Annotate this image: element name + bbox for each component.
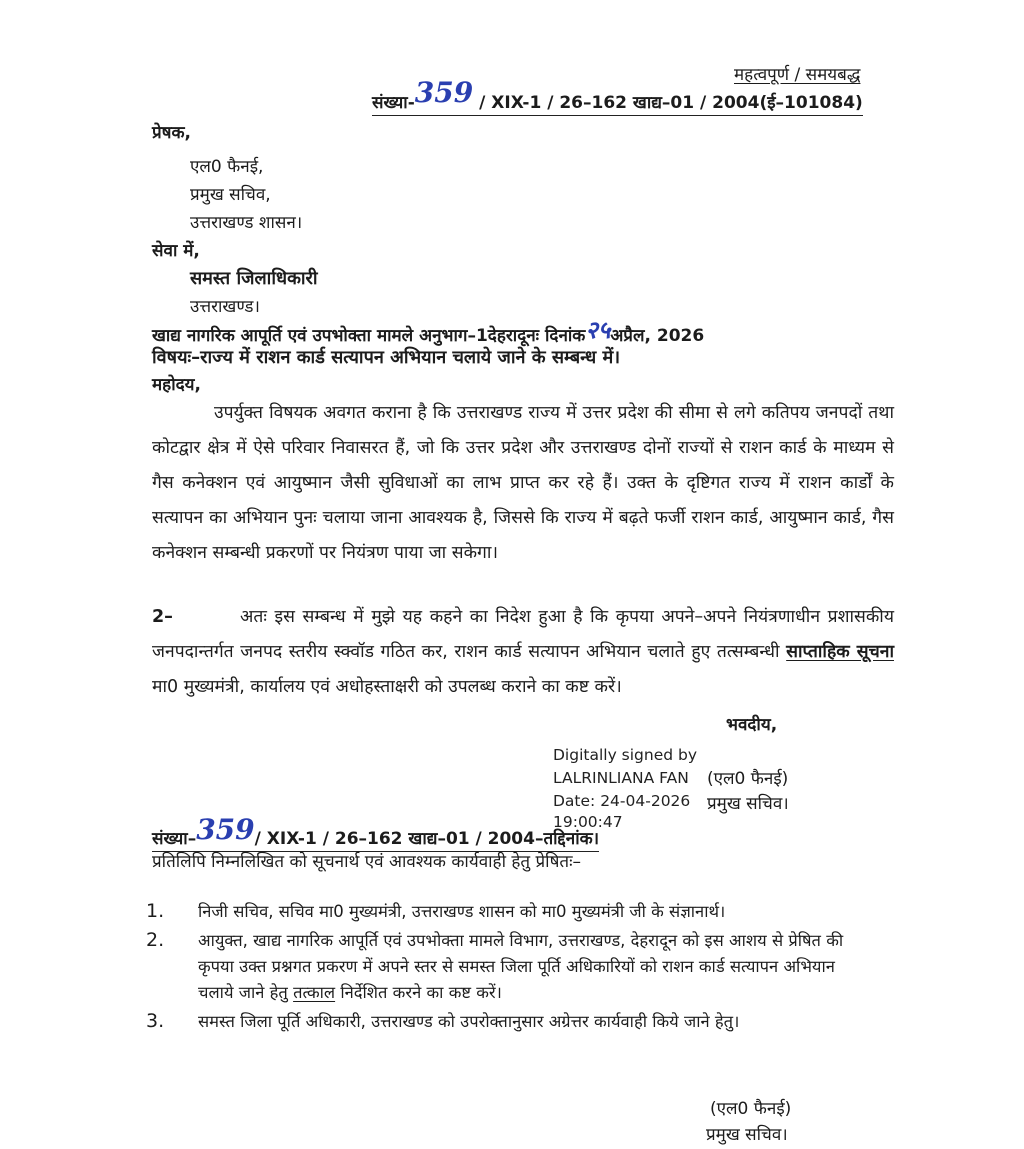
- reference-number: [372, 76, 863, 116]
- digital-signature-line3: Date: 24-04-2026: [553, 792, 691, 810]
- copy-ref-prefix: संख्या–: [152, 829, 197, 849]
- ref-suffix: / XIX-1 / 26–162 खाद्य–01 / 2004(ई–101084): [473, 93, 863, 113]
- copy-list: [146, 898, 872, 1037]
- sender-label: प्रेषक,: [152, 123, 192, 143]
- recipient-place: उत्तराखण्ड।: [190, 297, 260, 317]
- copy-list-item: [146, 898, 872, 925]
- paragraph-2-text-after: मा0 मुख्यमंत्री, कार्यालय एवं अधोहस्ताक्षरी को उपलब्ध कराने का कष्ट करें।: [152, 677, 622, 697]
- paragraph-2-text-before: अतः इस सम्बन्ध में मुझे यह कहने का निदेश हुआ है कि कृपया अपने–अपने नियंत्रणाधीन प्रशासकीय जनपदान्तर्गत जनपद स्तरीय स्क्वॉड गठित कर, राशन कार्ड सत्यापन अभियान चलाते हुए तत्सम्बन्धी: [152, 607, 894, 662]
- list-number: 1.: [146, 900, 165, 922]
- priority-label: महत्वपूर्ण / समयबद्ध: [734, 65, 861, 85]
- recipient-label: सेवा में,: [152, 241, 200, 261]
- department-date-line: [152, 315, 705, 347]
- copy-intro: प्रतिलिपि निम्नलिखित को सूचनार्थ एवं आवश्यक कार्यवाही हेतु प्रेषितः–: [152, 852, 582, 872]
- list-text: आयुक्त, खाद्य नागरिक आपूर्ति एवं उपभोक्ता मामले विभाग, उत्तराखण्ड, देहरादून को इस आशय से प्रेषित की कृपया उक्त प्रश्नगत प्रकरण में अपने स्तर से समस्त जिला पूर्ति अधिकारियों को राशन कार्ड सत्यापन अभियान चलाये जाने हेतु: [198, 931, 844, 1002]
- digital-signature-line2: LALRINLIANA FAN: [553, 769, 689, 787]
- copy-ref-suffix: / XIX-1 / 26–162 खाद्य–01 / 2004–तद्दिनांक।: [254, 829, 600, 849]
- date-handwritten: २५: [585, 315, 611, 344]
- copy-signatory-designation: प्रमुख सचिव।: [706, 1125, 788, 1145]
- signatory-name: (एल0 फैनई): [707, 769, 789, 789]
- closing: भवदीय,: [726, 715, 778, 735]
- list-text: समस्त जिला पूर्ति अधिकारी, उत्तराखण्ड को उपरोक्तानुसार अग्रेत्तर कार्यवाही किये जाने हेतु।: [198, 1012, 740, 1031]
- sender-designation: प्रमुख सचिव,: [190, 185, 271, 205]
- digital-signature-line4: 19:00:47: [553, 813, 623, 831]
- signatory-designation: प्रमुख सचिव।: [707, 794, 789, 814]
- paragraph-2-number: 2–: [152, 607, 173, 627]
- paragraph-2: [152, 600, 894, 705]
- sender-office: उत्तराखण्ड शासन।: [190, 213, 303, 233]
- copy-signatory-name: (एल0 फैनई): [710, 1099, 792, 1119]
- copy-ref-number-handwritten: 359: [196, 813, 255, 846]
- salutation: महोदय,: [152, 375, 201, 395]
- list-number: 3.: [146, 1010, 165, 1032]
- paragraph-1: उपर्युक्त विषयक अवगत कराना है कि उत्तराखण्ड राज्य में उत्तर प्रदेश की सीमा से लगे कतिपय जनपदों तथा कोटद्वार क्षेत्र में ऐसे परिवार निवासरत हैं, जो कि उत्तर प्रदेश और उत्तराखण्ड दोनों राज्यों से राशन कार्ड के माध्यम से गैस कनेक्शन एवं आयुष्मान जैसी सुविधाओं का लाभ प्राप्त कर रहे हैं। उक्त के दृष्टिगत राज्य में राशन कार्डों के सत्यापन का अभियान पुनः चलाया जाना आवश्यक है, जिससे कि राज्य में बढ़ते फर्जी राशन कार्ड, आयुष्मान कार्ड, गैस कनेक्शन सम्बन्धी प्रकरणों पर नियंत्रण पाया जा सकेगा।: [152, 403, 894, 563]
- list-number: 2.: [146, 929, 165, 951]
- sender-name: एल0 फैनई,: [190, 157, 264, 177]
- department-text: खाद्य नागरिक आपूर्ति एवं उपभोक्ता मामले अनुभाग–1देहरादूनः दिनांक: [152, 326, 586, 346]
- paragraph-2-underlined: साप्ताहिक सूचना: [786, 642, 894, 662]
- digital-signature-line1: Digitally signed by: [553, 746, 698, 764]
- list-text-after: निर्देशित करने का कष्ट करें।: [335, 983, 502, 1002]
- date-rest: अप्रैल, 2026: [610, 326, 705, 346]
- copy-list-item: [146, 1008, 872, 1035]
- ref-number-handwritten: 359: [414, 76, 474, 109]
- recipient-name: समस्त जिलाधिकारी: [190, 268, 318, 289]
- subject: विषयः–राज्य में राशन कार्ड सत्यापन अभियान चलाये जाने के सम्बन्ध में।: [152, 347, 621, 368]
- ref-prefix: संख्या-: [372, 93, 415, 113]
- list-text: निजी सचिव, सचिव मा0 मुख्यमंत्री, उत्तराखण्ड शासन को मा0 मुख्यमंत्री जी के संज्ञानार्थ।: [198, 902, 726, 921]
- list-text-underlined: तत्काल: [293, 983, 336, 1002]
- copy-list-item: [146, 927, 872, 1006]
